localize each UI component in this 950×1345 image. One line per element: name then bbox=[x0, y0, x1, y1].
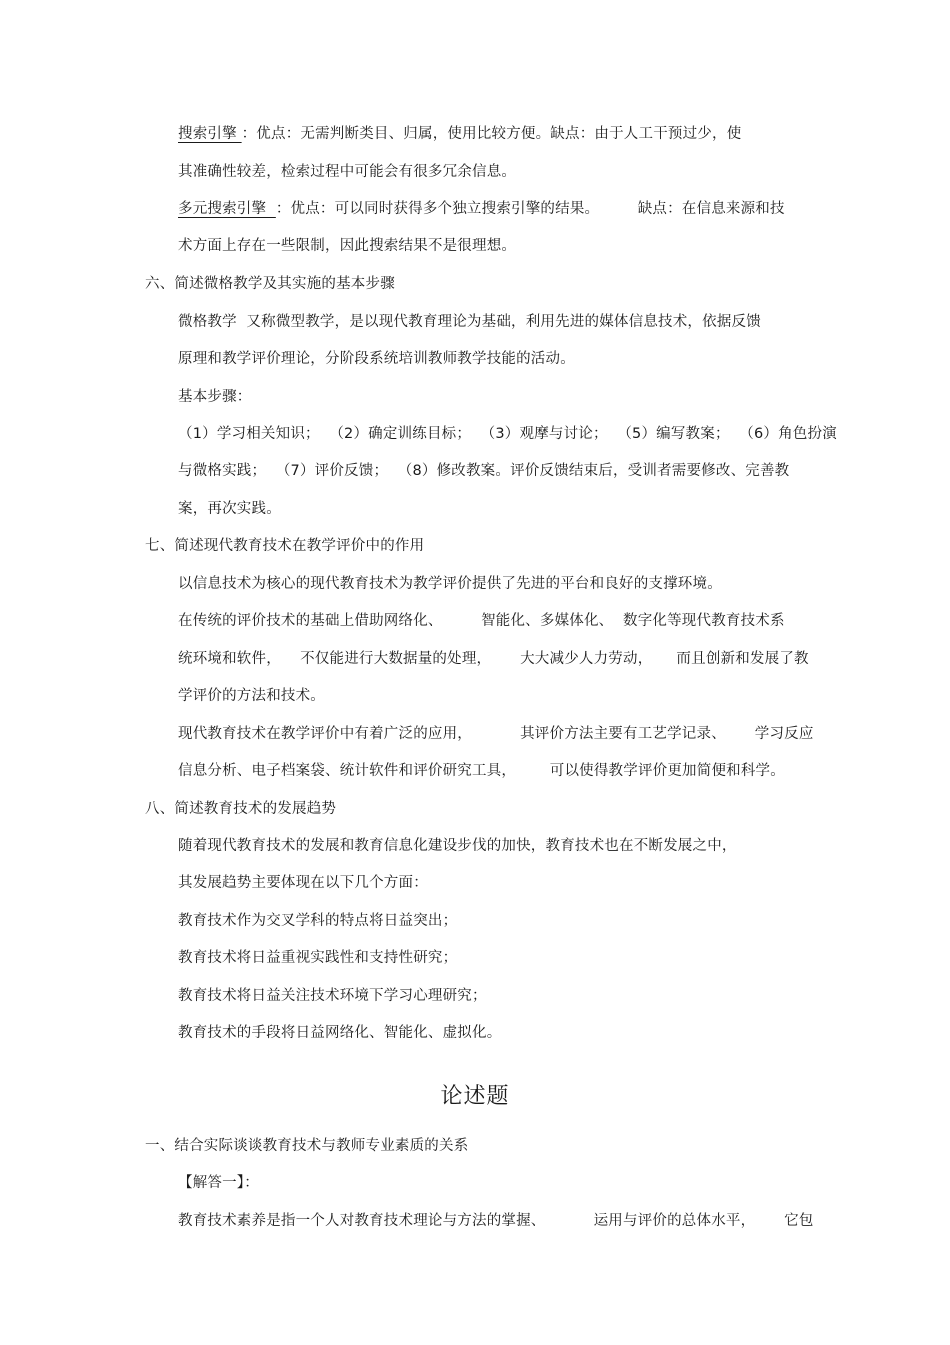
section-6-heading: 六、简述微格教学及其实施的基本步骤 bbox=[145, 276, 395, 292]
section-7-heading: 七、简述现代教育技术在教学评价中的作用 bbox=[145, 538, 425, 554]
essay-title: 论述题 bbox=[440, 1084, 510, 1109]
section-7-paragraph-2a: 在传统的评价技术的基础上借助网络化、 智能化、多媒体化、 数字化等现代教育技术系 bbox=[178, 613, 785, 629]
section-6-paragraph-1: 微格教学 又称微型教学，是以现代教育理论为基础，利用先进的媒体信息技术，依据反馈 bbox=[178, 314, 761, 330]
meta-search-line-2: 术方面上存在一些限制，因此搜索结果不是很理想。 bbox=[178, 238, 517, 254]
section-8-trend-1: 教育技术作为交叉学科的特点将日益突出； bbox=[178, 913, 458, 929]
section-8-paragraph-1: 随着现代教育技术的发展和教育信息化建设步伐的加快，教育技术也在不断发展之中， bbox=[178, 838, 737, 854]
section-7-paragraph-2b: 统环境和软件， 不仅能进行大数据量的处理， 大大减少人力劳动， 而且创新和发展了教 bbox=[178, 651, 809, 667]
section-6-steps-label: 基本步骤： bbox=[178, 389, 252, 405]
meta-search-desc: ：优点：可以同时获得多个独立搜索引擎的结果。 缺点：在信息来源和技 bbox=[275, 201, 785, 217]
meta-search-line-1 bbox=[178, 199, 785, 219]
section-8-heading: 八、简述教育技术的发展趋势 bbox=[145, 801, 337, 817]
search-engine-desc: ：优点：无需判断类目、归属，使用比较方便。缺点：由于人工干预过少，使 bbox=[241, 126, 742, 142]
section-8-trend-3: 教育技术将日益关注技术环境下学习心理研究； bbox=[178, 988, 487, 1004]
section-6-steps-line-1: （1）学习相关知识； （2）确定训练目标； （3）观摩与讨论； （5）编写教案； （6）角色扮演 bbox=[178, 426, 837, 442]
section-7-paragraph-3b: 信息分析、电子档案袋、统计软件和评价研究工具， 可以使得教学评价更加简便和科学。 bbox=[178, 763, 785, 779]
section-7-paragraph-2c: 学评价的方法和技术。 bbox=[178, 688, 325, 704]
section-8-trend-4: 教育技术的手段将日益网络化、智能化、虚拟化。 bbox=[178, 1025, 502, 1041]
meta-search-term: 多元搜索引擎 bbox=[178, 201, 276, 217]
search-engine-line-1 bbox=[178, 124, 741, 144]
search-engine-term: 搜索引擎 bbox=[178, 126, 242, 142]
section-8-paragraph-2: 其发展趋势主要体现在以下几个方面： bbox=[178, 875, 428, 891]
section-6-steps-line-2: 与微格实践； （7）评价反馈； （8）修改教案。评价反馈结束后，受训者需要修改、完善教 bbox=[178, 463, 790, 479]
essay-question-1: 一、结合实际谈谈教育技术与教师专业素质的关系 bbox=[145, 1138, 469, 1154]
search-engine-line-2: 其准确性较差，检索过程中可能会有很多冗余信息。 bbox=[178, 164, 517, 180]
section-8-trend-2: 教育技术将日益重视实践性和支持性研究； bbox=[178, 950, 458, 966]
essay-answer-paragraph-1: 教育技术素养是指一个人对教育技术理论与方法的掌握、 运用与评价的总体水平， 它包 bbox=[178, 1213, 814, 1229]
section-6-steps-line-3: 案，再次实践。 bbox=[178, 501, 281, 517]
section-7-paragraph-1: 以信息技术为核心的现代教育技术为教学评价提供了先进的平台和良好的支撑环境。 bbox=[178, 576, 722, 592]
essay-answer-label: 【解答一】： bbox=[178, 1175, 259, 1191]
section-6-paragraph-2: 原理和教学评价理论，分阶段系统培训教师教学技能的活动。 bbox=[178, 351, 575, 367]
section-7-paragraph-3a: 现代教育技术在教学评价中有着广泛的应用， 其评价方法主要有工艺学记录、 学习反应 bbox=[178, 726, 814, 742]
